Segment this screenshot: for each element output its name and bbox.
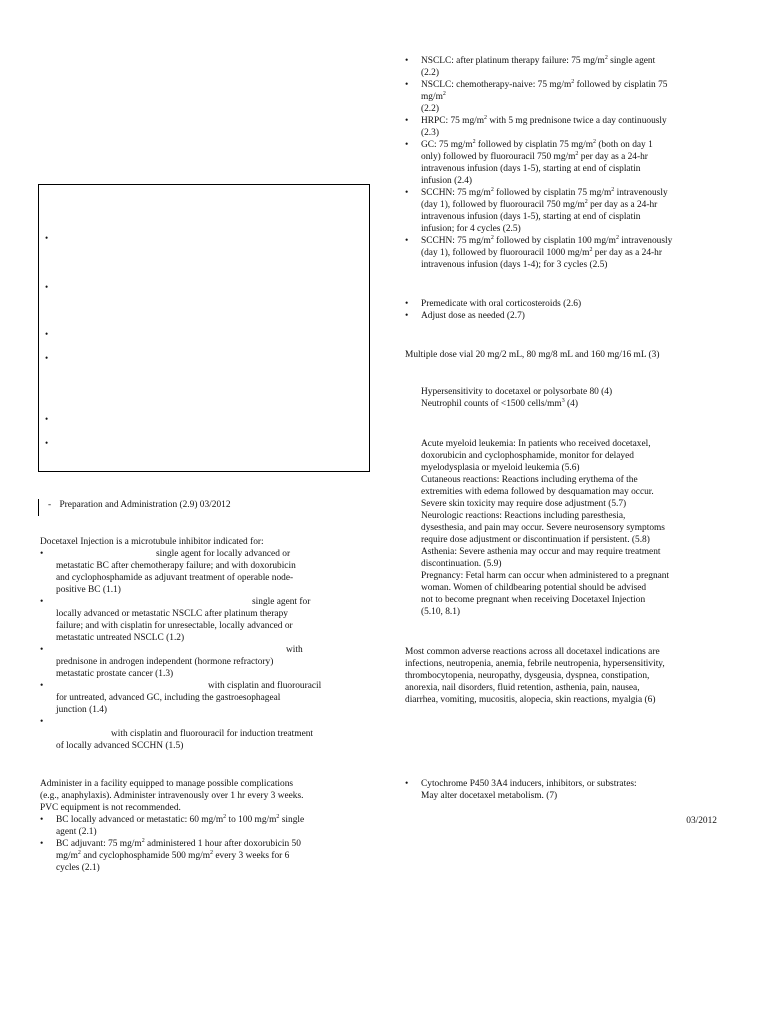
dose-scchn-4-cycles bbox=[405, 187, 735, 235]
box-bullet: • bbox=[45, 282, 49, 292]
text-line: (2.2) bbox=[421, 68, 439, 78]
text-line: not to become pregnant when receiving Docetaxel Injection bbox=[421, 595, 646, 605]
text-line: : 75 mg/m bbox=[434, 140, 473, 150]
text-line: BC adjuvant: 75 mg/m bbox=[56, 839, 142, 849]
superscript: 2 bbox=[575, 151, 579, 157]
text-line: anorexia, nail disorders, fluid retention, asthenia, pain, nausea, bbox=[405, 683, 640, 693]
text-line: infections, neutropenia, anemia, febrile neutropenia, hypersensitivity, bbox=[405, 659, 665, 669]
text-line: (2.3) bbox=[421, 128, 439, 138]
superscript: 2 bbox=[611, 187, 615, 193]
text-line: intravenous infusion (days 1-5), starting at end of cisplatin bbox=[421, 212, 641, 222]
text-line: Hypersensitivity to docetaxel or polysorbate 80 (4) bbox=[421, 387, 613, 397]
text-line: (4) bbox=[564, 399, 578, 409]
text-line bbox=[421, 55, 735, 67]
bullet: • bbox=[405, 779, 409, 789]
text-line: prednisone in androgen independent (hormone refractory) bbox=[56, 657, 274, 667]
indication-nsclc bbox=[40, 596, 370, 644]
text-line bbox=[421, 91, 735, 103]
text-line: to 100 mg/m bbox=[226, 815, 277, 825]
text-line: myelodysplasia or myeloid leukemia (5.6) bbox=[421, 463, 580, 473]
bullet: • bbox=[40, 839, 44, 849]
superscript: 3 bbox=[561, 398, 565, 404]
text-line: of locally advanced SCCHN (1.5) bbox=[56, 741, 184, 751]
text-line: (e.g., anaphylaxis). Administer intravenously over 1 hr every 3 weeks. bbox=[40, 791, 304, 801]
text-line: Pregnancy: Fetal harm can occur when administered to a pregnant bbox=[421, 571, 670, 581]
text-line bbox=[405, 398, 735, 410]
text-line bbox=[56, 814, 370, 826]
dose-hrpc bbox=[405, 115, 735, 139]
revision-item: Preparation and Administration (2.9) 03/2012 bbox=[59, 500, 231, 510]
text-line bbox=[421, 79, 735, 91]
text-line: Administer in a facility equipped to manage possible complications bbox=[40, 779, 294, 789]
dosage-forms bbox=[405, 349, 735, 361]
text-line: PVC equipment is not recommended. bbox=[40, 803, 181, 813]
text-line bbox=[421, 139, 735, 151]
text-line bbox=[421, 199, 735, 211]
text-line: NSCLC: after platinum therapy failure: 75 mg/m bbox=[421, 56, 605, 66]
text-line: dysesthesia, and pain may occur. Severe neurosensory symptoms bbox=[421, 523, 665, 533]
bullet: • bbox=[40, 681, 44, 691]
indication-bc bbox=[40, 548, 370, 596]
text-line: metastatic prostate cancer (1.3) bbox=[56, 669, 174, 679]
text-line: require dose adjustment or discontinuation if persistent. (5.8) bbox=[421, 535, 650, 545]
text-line: (day 1), followed by fluorouracil 750 mg/m bbox=[421, 200, 585, 210]
superscript: 2 bbox=[584, 199, 588, 205]
revised-date: 03/2012 bbox=[686, 816, 717, 826]
text-line: (2.2) bbox=[421, 104, 439, 114]
text-line: positive BC (1.1) bbox=[56, 585, 121, 595]
text-line: extremities with edema followed by desquamation may occur. bbox=[421, 487, 654, 497]
text-line: and cyclophosphamide as adjuvant treatment of operable node- bbox=[56, 573, 294, 583]
superscript: 2 bbox=[490, 187, 494, 193]
box-bullet: • bbox=[45, 353, 49, 363]
dose-scchn-3-cycles bbox=[405, 235, 735, 271]
text-line bbox=[421, 247, 735, 259]
text-line: metastatic untreated NSCLC (1.2) bbox=[56, 633, 185, 643]
text-line: SCCHN: 75 mg/m bbox=[421, 236, 491, 246]
text-line: discontinuation. (5.9) bbox=[421, 559, 502, 569]
superscript: 2 bbox=[589, 247, 593, 253]
text-line: Neurologic reactions: Reactions including paresthesia, bbox=[421, 511, 626, 521]
text-line: followed by cisplatin 75 mg/m bbox=[493, 188, 612, 198]
text-line: : 75 mg/m bbox=[445, 116, 485, 126]
text-line: (both on day 1 bbox=[596, 140, 653, 150]
text-line: intravenous infusion (days 1-4); for 3 cycles (2.5) bbox=[421, 260, 608, 270]
text-line: Asthenia: Severe asthenia may occur and may require treatment bbox=[421, 547, 661, 557]
box-bullet: • bbox=[45, 438, 49, 448]
dose-nsclc-after-platinum bbox=[405, 55, 735, 79]
superscript: 2 bbox=[571, 79, 575, 85]
text-line: Neutrophil counts of <1500 cells/mm bbox=[421, 399, 562, 409]
dose-nsclc-naive bbox=[405, 79, 735, 115]
text-line: with bbox=[286, 645, 303, 655]
text-line: per day as a 24-hr bbox=[587, 200, 658, 210]
contraindications bbox=[405, 386, 735, 410]
text-line: failure; and with cisplatin for unresectable, locally advanced or bbox=[56, 621, 293, 631]
text-line: May alter docetaxel metabolism. (7) bbox=[421, 791, 558, 801]
indications-intro: Docetaxel Injection is a microtubule inhibitor indicated for: bbox=[40, 537, 264, 547]
text-line bbox=[40, 499, 370, 511]
revision-bar bbox=[38, 499, 39, 516]
text-line: mg/m bbox=[56, 851, 78, 861]
bullet: • bbox=[405, 236, 409, 246]
dose-gc bbox=[405, 139, 735, 187]
adverse-reactions bbox=[405, 646, 735, 706]
text-line: with cisplatin and fluorouracil for induction treatment bbox=[111, 729, 314, 739]
superscript: 2 bbox=[490, 235, 494, 241]
text-line: for untreated, advanced GC, including the gastroesophageal bbox=[56, 693, 281, 703]
text-line bbox=[56, 850, 370, 862]
text-line: Cutaneous reactions: Reactions including erythema of the bbox=[421, 475, 638, 485]
bullet: • bbox=[405, 116, 409, 126]
text-line: thrombocytopenia, neuropathy, dysgeusia, dyspnea, constipation, bbox=[405, 671, 650, 681]
text-line: locally advanced or metastatic NSCLC after platinum therapy bbox=[56, 609, 288, 619]
text-line bbox=[405, 778, 735, 802]
text-line: HRPC bbox=[421, 116, 446, 126]
indication-gc bbox=[40, 680, 370, 716]
box-bullet: • bbox=[45, 233, 49, 243]
superscript: 2 bbox=[210, 850, 214, 856]
indication-scchn bbox=[40, 716, 370, 752]
text-line: junction (1.4) bbox=[56, 705, 108, 715]
text-line: Severe skin toxicity may require dose adjustment (5.7) bbox=[421, 499, 627, 509]
bullet: • bbox=[40, 815, 44, 825]
text-line: per day as a 24-hr bbox=[578, 152, 648, 162]
text-line: single bbox=[279, 815, 305, 825]
text-line: metastatic BC after chemotherapy failure; and with doxorubicin bbox=[56, 561, 296, 571]
text-line bbox=[421, 115, 735, 127]
text-line: single agent bbox=[607, 56, 656, 66]
superscript: 2 bbox=[223, 814, 227, 820]
bullet: • bbox=[40, 645, 44, 655]
bullet: • bbox=[405, 140, 409, 150]
superscript: 2 bbox=[276, 814, 280, 820]
text-line: single agent for locally advanced or bbox=[156, 549, 291, 559]
dose-bc-adjuvant bbox=[40, 838, 370, 874]
text-line bbox=[421, 151, 735, 163]
recent-changes bbox=[40, 499, 370, 511]
text-line: only) followed by fluorouracil 750 mg/m bbox=[421, 152, 576, 162]
superscript: 2 bbox=[77, 850, 81, 856]
text-line: NSCLC: chemotherapy-naive: 75 mg/m bbox=[421, 80, 572, 90]
text-line: diarrhea, vomiting, mucositis, alopecia, skin reactions, myalgia (6) bbox=[405, 695, 656, 705]
warnings-precautions bbox=[405, 438, 751, 618]
highlights-box bbox=[38, 184, 370, 472]
text-line: followed by cisplatin 75 bbox=[574, 80, 668, 90]
bullet: • bbox=[40, 549, 44, 559]
text-line: intravenously bbox=[618, 236, 673, 246]
text-line: BC locally advanced or metastatic: 60 mg/m bbox=[56, 815, 224, 825]
bullet: • bbox=[405, 56, 409, 66]
superscript: 2 bbox=[604, 55, 608, 61]
bullet: • bbox=[405, 299, 409, 309]
superscript: 2 bbox=[472, 139, 476, 145]
text-line: followed by cisplatin 100 mg/m bbox=[493, 236, 616, 246]
text-line bbox=[56, 838, 370, 850]
text-line: and cyclophosphamide 500 mg/m bbox=[80, 851, 211, 861]
text-line: intravenously bbox=[614, 188, 668, 198]
dosage-section bbox=[40, 778, 370, 874]
adjust-dose-text: Adjust dose as needed (2.7) bbox=[421, 311, 525, 321]
text-line: single agent for bbox=[252, 597, 311, 607]
bullet: • bbox=[405, 80, 409, 90]
superscript: 2 bbox=[442, 91, 446, 97]
text-line: infusion (2.4) bbox=[421, 176, 473, 186]
superscript: 2 bbox=[615, 235, 619, 241]
text-line: woman. Women of childbearing potential should be advised bbox=[421, 583, 647, 593]
box-bullet: • bbox=[45, 414, 49, 424]
text-line: per day as a 24-hr bbox=[592, 248, 662, 258]
bullet: • bbox=[40, 597, 44, 607]
text-line bbox=[56, 716, 370, 728]
text-line: cycles (2.1) bbox=[56, 863, 100, 873]
text-line: (5.10, 8.1) bbox=[421, 607, 461, 617]
dose-bc-metastatic bbox=[40, 814, 370, 838]
text-line: followed by cisplatin 75 mg/m bbox=[475, 140, 594, 150]
text-line: Most common adverse reactions across all docetaxel indications are bbox=[405, 647, 660, 657]
text-line: administered 1 hour after doxorubicin 50 bbox=[144, 839, 301, 849]
text-line: mg/m bbox=[421, 92, 443, 102]
text-line: with 5 mg prednisone twice a day continuously bbox=[487, 116, 667, 126]
text-line: Multiple dose vial 20 mg/2 mL, 80 mg/8 mL and 160 mg/16 mL (3) bbox=[405, 350, 660, 360]
bullet: • bbox=[405, 311, 409, 321]
text-line: (day 1), followed by fluorouracil 1000 mg/m bbox=[421, 248, 590, 258]
indication-prostate bbox=[40, 644, 370, 680]
superscript: 2 bbox=[484, 115, 488, 121]
drug-interactions bbox=[405, 778, 735, 802]
bullet: • bbox=[405, 188, 409, 198]
text-line: infusion; for 4 cycles (2.5) bbox=[421, 224, 521, 234]
premedicate-text: Premedicate with oral corticosteroids (2.6) bbox=[421, 299, 582, 309]
superscript: 2 bbox=[141, 838, 145, 844]
text-line: agent (2.1) bbox=[56, 827, 97, 837]
text-line: GC bbox=[421, 140, 435, 150]
text-line bbox=[421, 235, 735, 247]
bullet: • bbox=[40, 717, 44, 727]
premedication bbox=[405, 298, 735, 322]
text-line bbox=[421, 187, 735, 199]
text-line: SCCHN: 75 mg/m bbox=[421, 188, 491, 198]
text-line: with cisplatin and fluorouracil bbox=[208, 681, 322, 691]
text-line: Acute myeloid leukemia: In patients who received docetaxel, bbox=[421, 439, 651, 449]
text-line bbox=[405, 310, 735, 322]
text-line: doxorubicin and cyclophosphamide, monitor for delayed bbox=[421, 451, 634, 461]
indications-section bbox=[40, 536, 370, 752]
text-line bbox=[405, 298, 735, 310]
text-line: every 3 weeks for 6 bbox=[213, 851, 290, 861]
box-bullet: • bbox=[45, 329, 49, 339]
superscript: 2 bbox=[593, 139, 597, 145]
revision-dash: - bbox=[48, 500, 52, 510]
text-line: Cytochrome P450 3A4 inducers, inhibitors, or substrates: bbox=[421, 779, 637, 789]
text-line: intravenous infusion (days 1-5), starting at end of cisplatin bbox=[421, 164, 641, 174]
dosage-continued bbox=[405, 55, 735, 271]
